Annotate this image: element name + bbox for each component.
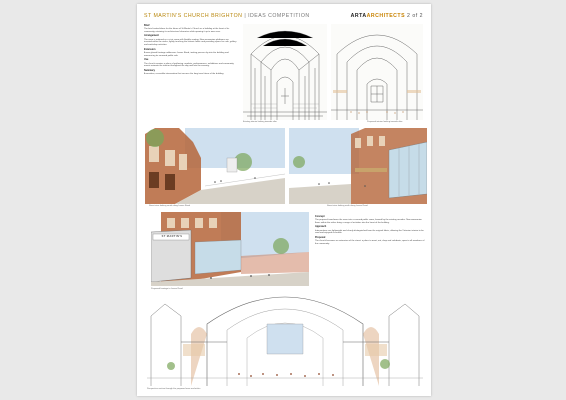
caption-street-right: Street view looking north along Lewes Road — [327, 205, 368, 207]
concept-heading-2: Proposal — [315, 235, 326, 239]
sheet-title — [144, 13, 310, 19]
caption-interior-existing: Existing interior looking towards altar — [243, 121, 277, 123]
shopfront-drawing — [151, 212, 309, 286]
intro-heading-4: Summary — [144, 68, 155, 72]
intro-heading-0: Brief — [144, 23, 150, 27]
sign-name: ST MARTIN'S — [161, 235, 183, 238]
page-number: 2 of 2 — [407, 13, 423, 19]
brand-bold: ARTA — [350, 13, 367, 19]
concept-heading-0: Concept — [315, 214, 325, 218]
intro-paragraph-3: The church remains a place of gathering: markets, performances, exhibitions and community events animate the interior throughout the day and into the evening. — [144, 62, 234, 68]
interior-sketch-proposed — [331, 24, 423, 120]
brand-accent: ARCHITECTS — [366, 13, 406, 19]
interior-proposed-drawing — [331, 24, 423, 120]
competition-sheet — [137, 4, 431, 396]
caption-street-left: Street view looking south along Lewes Road — [149, 205, 190, 207]
street-view-south — [145, 128, 285, 204]
concept-paragraph-0: The proposal transforms the nave into a covered public room, framed by the existing arcades. New mezzanine floors within the aisles bring a range of activities into the heart of the building. — [315, 218, 422, 224]
concept-heading-1: Approach — [315, 225, 327, 229]
street-north-drawing — [289, 128, 427, 204]
interior-existing-drawing — [243, 24, 327, 120]
intro-text — [144, 23, 237, 76]
brand-block — [351, 13, 423, 19]
concept-paragraph-2: The church becomes an extension of the street: a place to meet, eat, shop and celebrate, open to all members of the community. — [315, 240, 425, 245]
intro-heading-3: Use — [144, 58, 149, 62]
street-south-drawing — [145, 128, 285, 204]
section-drawing — [147, 294, 423, 386]
title-text: ST MARTIN'S CHURCH BRIGHTON — [144, 13, 243, 19]
caption-section: Perspective section through the proposed nave and aisles — [147, 388, 201, 390]
shopfront-view — [151, 212, 309, 286]
section-perspective — [147, 294, 423, 386]
intro-paragraph-1: The nave is retained as a civic room with flexible seating. New mezzanine platforms are inserted within the aisles, lightly touching the historic fabric and providing space for cafe, gallery and workshop activities. — [144, 38, 237, 47]
intro-paragraph-0: The brief invited ideas for the future of St Martin's Church as a building at the heart of its community, retaining its architectural character while opening it up to new uses. — [144, 27, 230, 33]
caption-interior-proposed: Proposed interior looking towards altar — [367, 121, 403, 123]
street-view-north — [289, 128, 427, 204]
intro-heading-2: Extension — [144, 47, 156, 51]
intro-paragraph-4: A sensitive, reversible intervention that secures the long term future of the building. — [144, 73, 225, 76]
concept-text — [315, 214, 425, 246]
interior-sketch-existing — [243, 24, 327, 120]
intro-paragraph-2: A new glazed frontage addresses Lewes Road, inviting passers-by into the building and announcing its renewed public role. — [144, 51, 229, 57]
subtitle-text: | IDEAS COMPETITION — [244, 13, 310, 19]
intro-heading-1: Arrangement — [144, 34, 159, 38]
caption-shopfront: Proposed frontage to Lewes Road — [151, 288, 183, 290]
concept-paragraph-1: Interventions are lightweight and clearly distinguished from the original fabric, allowing the Victorian interior to be read and enjoyed as before. — [315, 229, 424, 235]
